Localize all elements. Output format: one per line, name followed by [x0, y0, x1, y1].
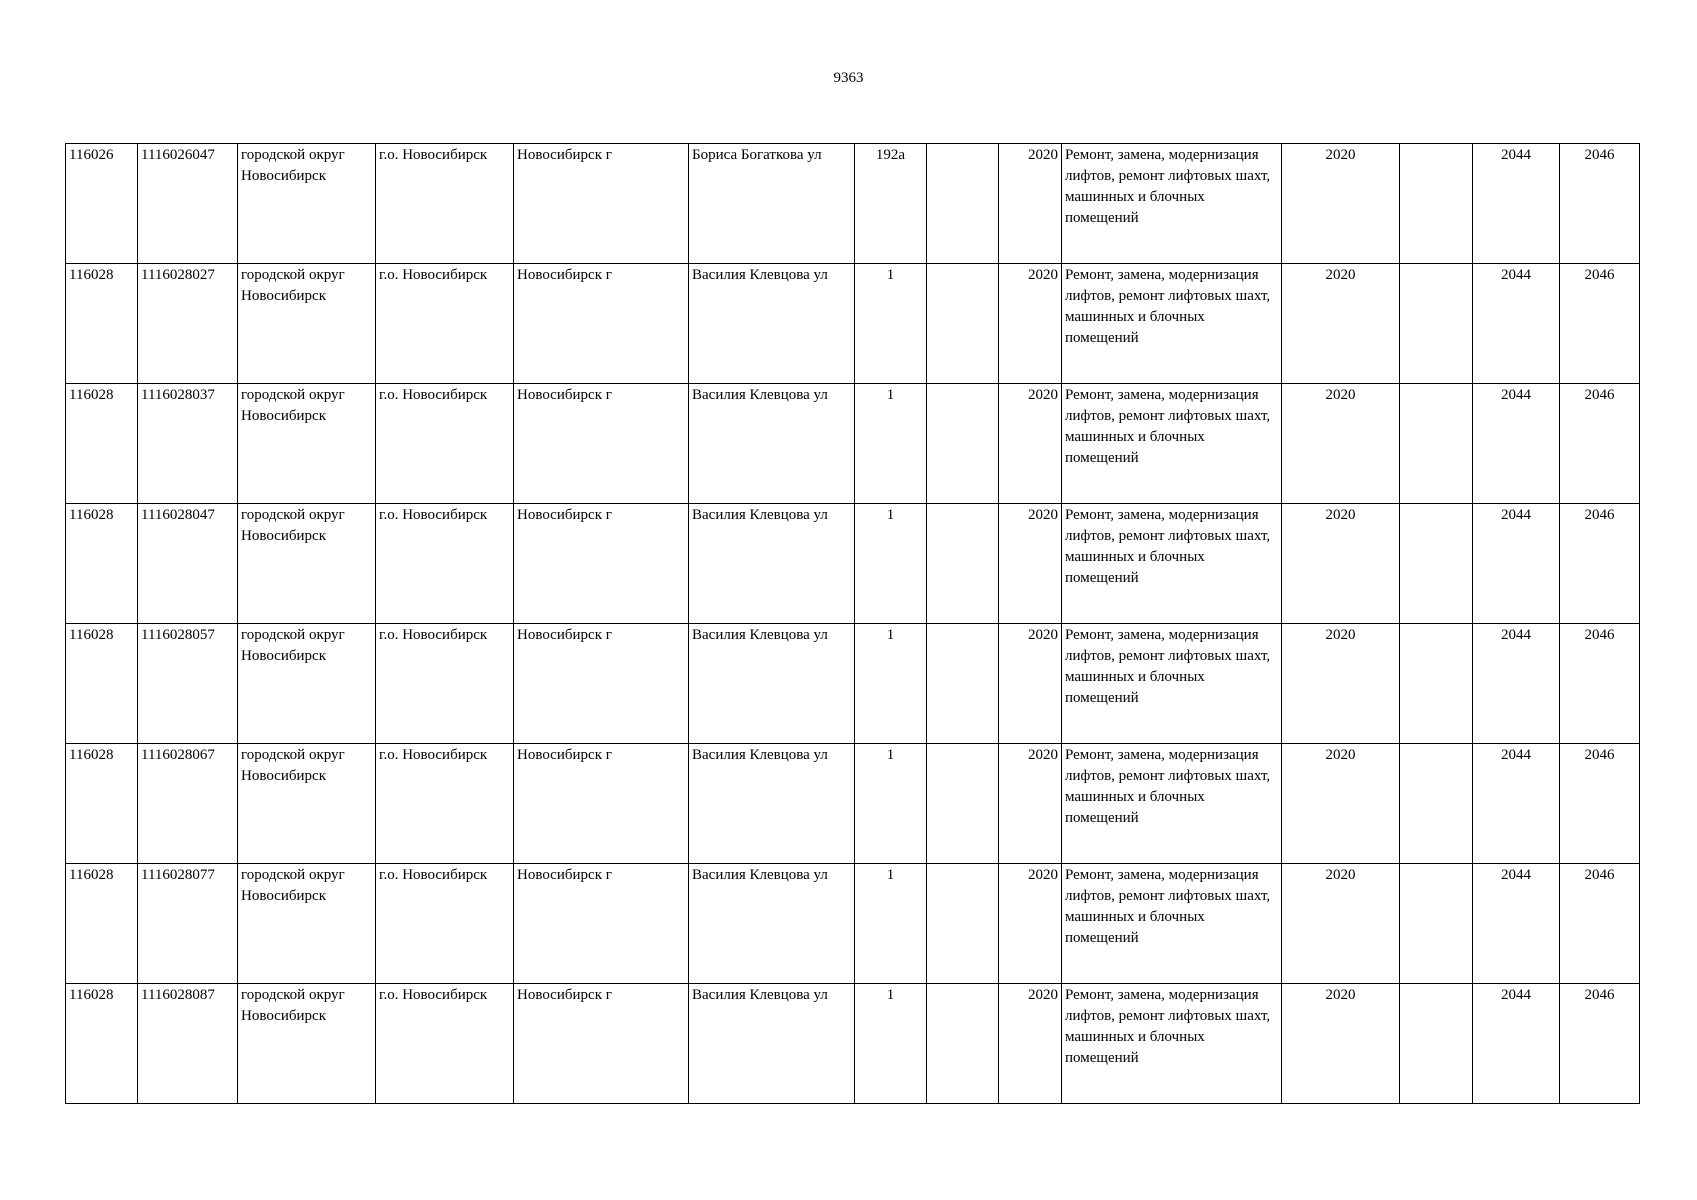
cell-object-id: 1116028037 [138, 384, 238, 504]
cell-municipality: г.о. Новосибирск [376, 264, 514, 384]
cell-code: 116028 [66, 384, 138, 504]
cell-street: Василия Клевцова ул [689, 264, 855, 384]
cell-code: 116028 [66, 864, 138, 984]
cell-year: 2020 [999, 384, 1062, 504]
cell-year: 2020 [999, 624, 1062, 744]
cell-plan-year: 2020 [1282, 744, 1400, 864]
cell-year-to: 2046 [1560, 144, 1640, 264]
cell-object-id: 1116028057 [138, 624, 238, 744]
cell-street: Василия Клевцова ул [689, 984, 855, 1104]
cell-building [927, 864, 999, 984]
cell-year-to: 2046 [1560, 264, 1640, 384]
cell-house-number: 1 [855, 984, 927, 1104]
cell-settlement: Новосибирск г [514, 264, 689, 384]
cell-year-from: 2044 [1473, 504, 1560, 624]
cell-plan-year: 2020 [1282, 264, 1400, 384]
table-row [66, 144, 1640, 264]
cell-house-number: 1 [855, 624, 927, 744]
cell-house-number: 1 [855, 744, 927, 864]
cell-year-from: 2044 [1473, 864, 1560, 984]
cell-settlement: Новосибирск г [514, 144, 689, 264]
cell-district: городской округ Новосибирск [238, 504, 376, 624]
cell-street: Василия Клевцова ул [689, 744, 855, 864]
cell-settlement: Новосибирск г [514, 744, 689, 864]
cell-street: Василия Клевцова ул [689, 624, 855, 744]
cell-settlement: Новосибирск г [514, 504, 689, 624]
cell-work-type: Ремонт, замена, модернизация лифтов, ремонт лифтовых шахт, машинных и блочных помещений [1062, 384, 1282, 504]
cell-settlement: Новосибирск г [514, 624, 689, 744]
cell-code: 116028 [66, 744, 138, 864]
cell-year-to: 2046 [1560, 384, 1640, 504]
table-row [66, 864, 1640, 984]
table-body [66, 144, 1640, 1104]
cell-year: 2020 [999, 504, 1062, 624]
cell-municipality: г.о. Новосибирск [376, 384, 514, 504]
cell-empty [1400, 864, 1473, 984]
cell-municipality: г.о. Новосибирск [376, 504, 514, 624]
cell-work-type: Ремонт, замена, модернизация лифтов, ремонт лифтовых шахт, машинных и блочных помещений [1062, 984, 1282, 1104]
cell-work-type: Ремонт, замена, модернизация лифтов, ремонт лифтовых шахт, машинных и блочных помещений [1062, 504, 1282, 624]
cell-object-id: 1116028067 [138, 744, 238, 864]
cell-district: городской округ Новосибирск [238, 384, 376, 504]
cell-settlement: Новосибирск г [514, 984, 689, 1104]
cell-object-id: 1116028087 [138, 984, 238, 1104]
cell-building [927, 384, 999, 504]
cell-year-to: 2046 [1560, 984, 1640, 1104]
cell-house-number: 1 [855, 264, 927, 384]
cell-year-to: 2046 [1560, 744, 1640, 864]
cell-house-number: 1 [855, 384, 927, 504]
page-number: 9363 [833, 70, 864, 86]
cell-house-number: 1 [855, 504, 927, 624]
table-row [66, 264, 1640, 384]
cell-empty [1400, 264, 1473, 384]
table-row [66, 984, 1640, 1104]
table-row [66, 504, 1640, 624]
cell-year-from: 2044 [1473, 144, 1560, 264]
cell-year-from: 2044 [1473, 384, 1560, 504]
cell-year: 2020 [999, 744, 1062, 864]
cell-work-type: Ремонт, замена, модернизация лифтов, ремонт лифтовых шахт, машинных и блочных помещений [1062, 264, 1282, 384]
cell-code: 116028 [66, 264, 138, 384]
cell-building [927, 144, 999, 264]
cell-year-from: 2044 [1473, 984, 1560, 1104]
cell-district: городской округ Новосибирск [238, 864, 376, 984]
cell-plan-year: 2020 [1282, 984, 1400, 1104]
cell-empty [1400, 744, 1473, 864]
cell-plan-year: 2020 [1282, 384, 1400, 504]
cell-year-from: 2044 [1473, 744, 1560, 864]
cell-municipality: г.о. Новосибирск [376, 744, 514, 864]
cell-empty [1400, 984, 1473, 1104]
cell-district: городской округ Новосибирск [238, 264, 376, 384]
cell-year: 2020 [999, 144, 1062, 264]
cell-municipality: г.о. Новосибирск [376, 144, 514, 264]
cell-empty [1400, 624, 1473, 744]
cell-street: Василия Клевцова ул [689, 864, 855, 984]
table-row [66, 744, 1640, 864]
cell-plan-year: 2020 [1282, 864, 1400, 984]
cell-work-type: Ремонт, замена, модернизация лифтов, ремонт лифтовых шахт, машинных и блочных помещений [1062, 744, 1282, 864]
cell-code: 116028 [66, 504, 138, 624]
cell-house-number: 1 [855, 864, 927, 984]
cell-house-number: 192а [855, 144, 927, 264]
cell-code: 116028 [66, 984, 138, 1104]
cell-building [927, 624, 999, 744]
cell-municipality: г.о. Новосибирск [376, 864, 514, 984]
cell-district: городской округ Новосибирск [238, 744, 376, 864]
cell-code: 116028 [66, 624, 138, 744]
cell-building [927, 504, 999, 624]
cell-year: 2020 [999, 864, 1062, 984]
cell-work-type: Ремонт, замена, модернизация лифтов, ремонт лифтовых шахт, машинных и блочных помещений [1062, 144, 1282, 264]
cell-district: городской округ Новосибирск [238, 144, 376, 264]
cell-year-to: 2046 [1560, 624, 1640, 744]
cell-empty [1400, 384, 1473, 504]
register-table [65, 143, 1640, 1104]
cell-municipality: г.о. Новосибирск [376, 984, 514, 1104]
cell-year-from: 2044 [1473, 264, 1560, 384]
cell-plan-year: 2020 [1282, 624, 1400, 744]
cell-code: 116026 [66, 144, 138, 264]
cell-year-to: 2046 [1560, 864, 1640, 984]
table-row [66, 384, 1640, 504]
cell-work-type: Ремонт, замена, модернизация лифтов, ремонт лифтовых шахт, машинных и блочных помещений [1062, 864, 1282, 984]
cell-year-to: 2046 [1560, 504, 1640, 624]
cell-object-id: 1116028077 [138, 864, 238, 984]
cell-plan-year: 2020 [1282, 504, 1400, 624]
cell-building [927, 744, 999, 864]
cell-year-from: 2044 [1473, 624, 1560, 744]
cell-object-id: 1116028047 [138, 504, 238, 624]
cell-district: городской округ Новосибирск [238, 624, 376, 744]
table-row [66, 624, 1640, 744]
cell-object-id: 1116026047 [138, 144, 238, 264]
cell-district: городской округ Новосибирск [238, 984, 376, 1104]
cell-year: 2020 [999, 984, 1062, 1104]
cell-street: Бориса Богаткова ул [689, 144, 855, 264]
cell-building [927, 264, 999, 384]
cell-object-id: 1116028027 [138, 264, 238, 384]
cell-plan-year: 2020 [1282, 144, 1400, 264]
cell-street: Василия Клевцова ул [689, 504, 855, 624]
cell-work-type: Ремонт, замена, модернизация лифтов, ремонт лифтовых шахт, машинных и блочных помещений [1062, 624, 1282, 744]
cell-year: 2020 [999, 264, 1062, 384]
cell-building [927, 984, 999, 1104]
cell-settlement: Новосибирск г [514, 864, 689, 984]
cell-empty [1400, 504, 1473, 624]
cell-empty [1400, 144, 1473, 264]
cell-street: Василия Клевцова ул [689, 384, 855, 504]
cell-municipality: г.о. Новосибирск [376, 624, 514, 744]
cell-settlement: Новосибирск г [514, 384, 689, 504]
